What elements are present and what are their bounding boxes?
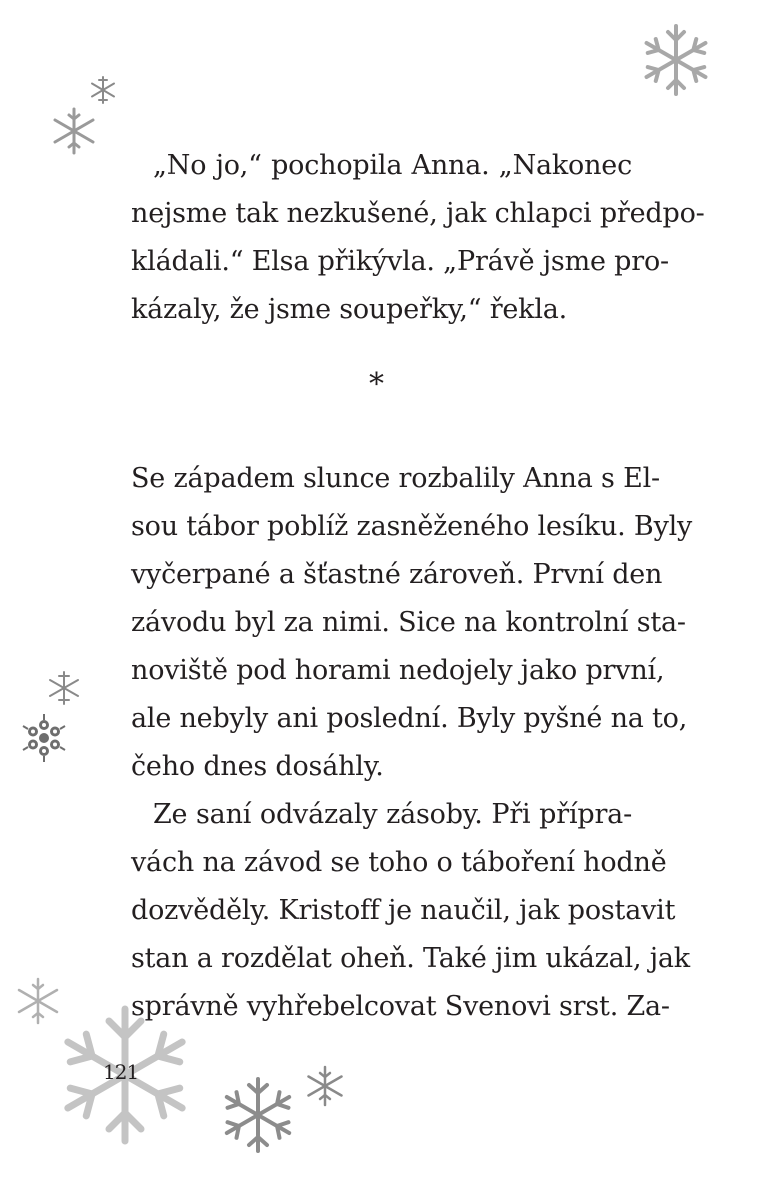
text-line: Ze saní odvázaly zásoby. Při přípra-	[153, 799, 632, 830]
snowflake-icon	[46, 670, 82, 706]
snowflake-icon	[303, 1064, 347, 1108]
text-line: ale nebyly ani poslední. Byly pyšné na to,	[131, 703, 688, 734]
text-line: „No jo,“ pochopila Anna. „Nakonec	[153, 150, 632, 181]
text-line: závodu byl za nimi. Sice na kontrolní sta-	[131, 607, 686, 638]
text-line: dozvěděly. Kristoff je naučil, jak postavit	[131, 895, 676, 926]
text-line: vyčerpané a šťastné zároveň. První den	[131, 559, 663, 590]
paragraph-1	[131, 142, 705, 334]
text-line: noviště pod horami nedojely jako první,	[131, 655, 665, 686]
snowflake-icon	[88, 75, 118, 105]
snowflake-icon	[218, 1075, 298, 1155]
page-number: 121	[103, 1060, 139, 1084]
text-line: vách na závod se toho o táboření hodně	[131, 847, 667, 878]
paragraph-2	[131, 455, 693, 1031]
snowflake-icon	[49, 106, 99, 156]
text-line: kládali.“ Elsa přikývla. „Právě jsme pro-	[131, 246, 669, 277]
snowflake-icon	[19, 713, 69, 763]
section-divider: *	[369, 367, 384, 402]
text-line: stan a rozdělat oheň. Také jim ukázal, jak	[131, 943, 690, 974]
snowflake-icon	[638, 22, 714, 98]
text-line: čeho dnes dosáhly.	[131, 751, 384, 782]
text-line: Se západem slunce rozbalily Anna s El-	[131, 463, 660, 494]
text-line: správně vyhřebelcovat Svenovi srst. Za-	[131, 991, 670, 1022]
text-line: nejsme tak nezkušené, jak chlapci předpo-	[131, 198, 705, 229]
text-line: sou tábor poblíž zasněženého lesíku. Byly	[131, 511, 693, 542]
text-line: kázaly, že jsme soupeřky,“ řekla.	[131, 294, 568, 325]
